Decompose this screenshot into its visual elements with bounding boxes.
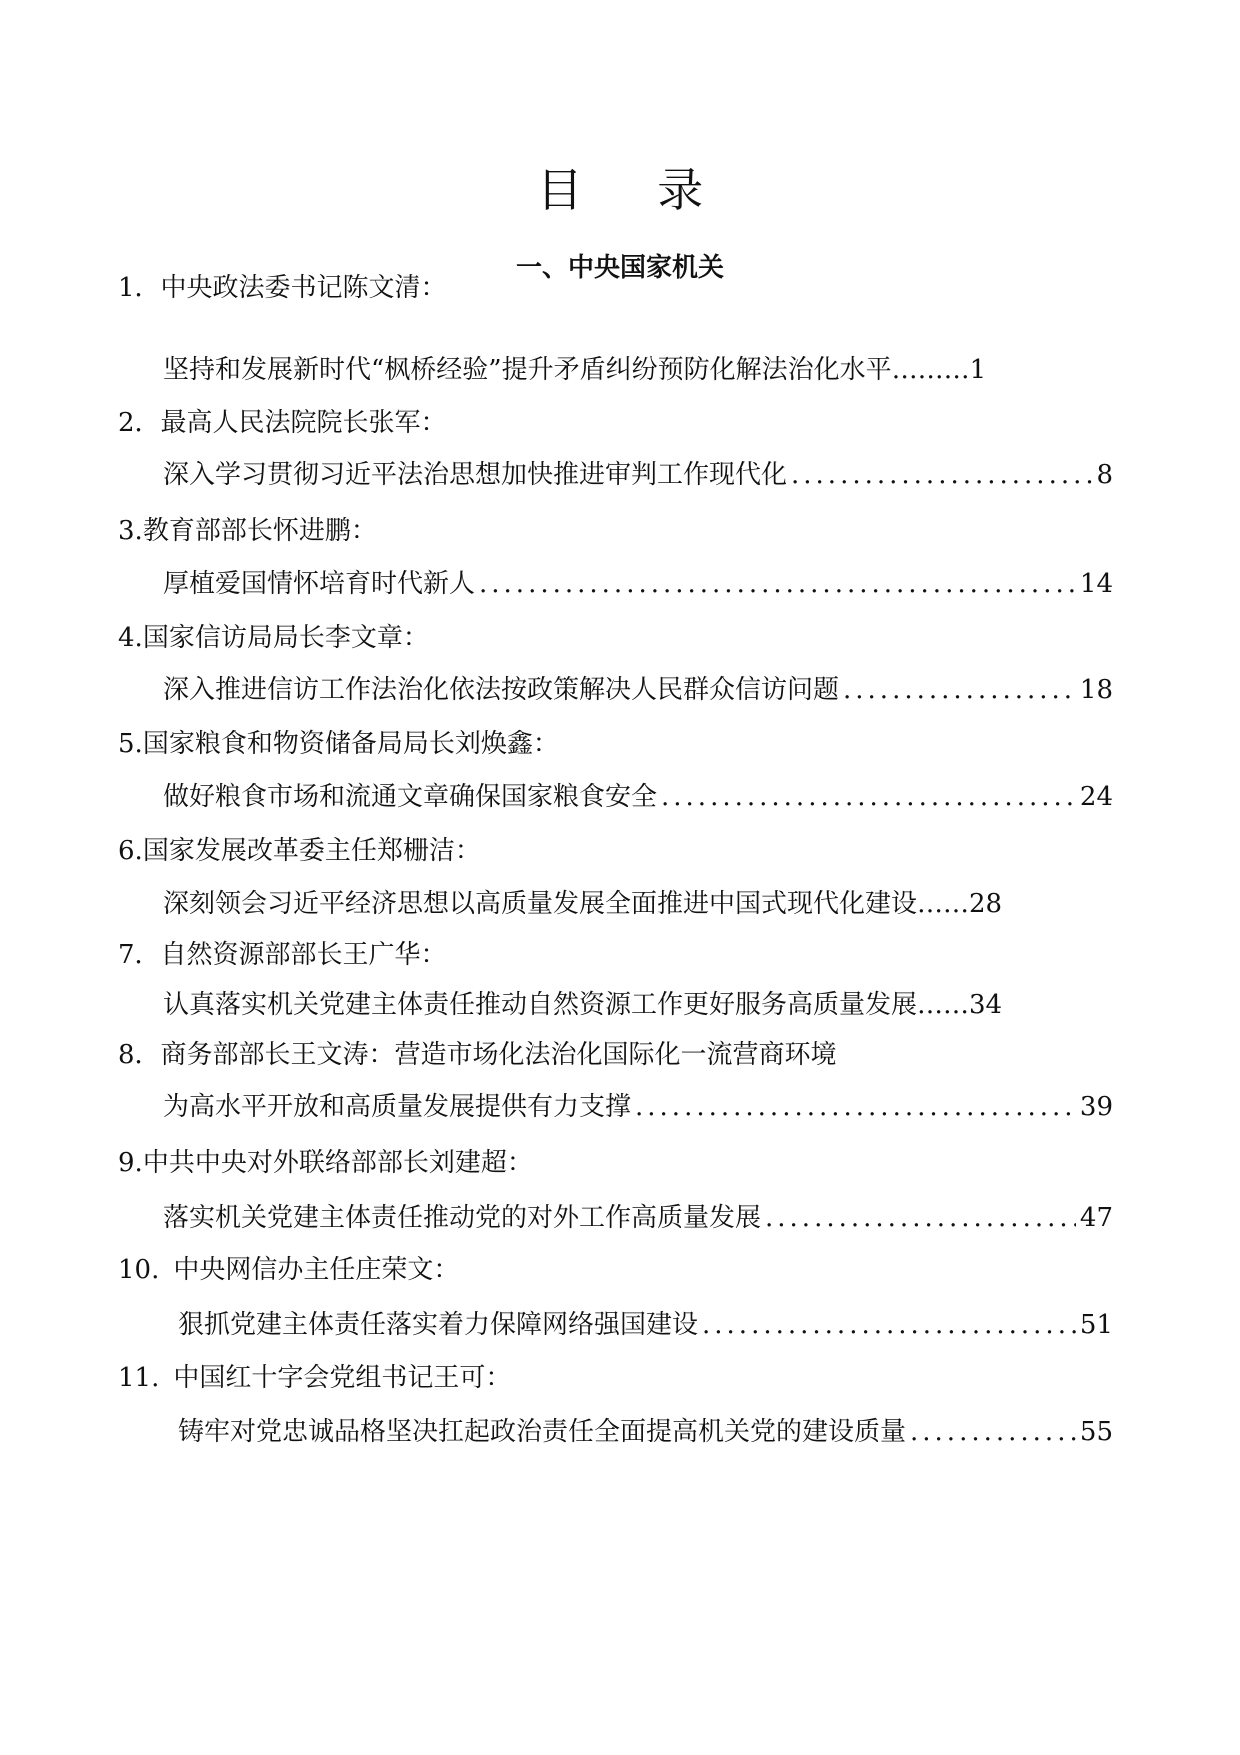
- entry-speaker: 最高人民法院院长张军：: [160, 408, 447, 438]
- entry-page: 1: [969, 355, 987, 385]
- entry-number: 10.: [118, 1255, 160, 1285]
- entry-number: 6.: [118, 836, 143, 866]
- entry-title: 厚植爱国情怀培育时代新人: [163, 569, 476, 599]
- entry-title: 为高水平开放和高质量发展提供有力支撑: [163, 1092, 632, 1122]
- toc-entry-heading: [118, 937, 447, 973]
- entry-number: 5.: [118, 729, 143, 759]
- section-heading: 一、中央国家机关: [515, 253, 724, 283]
- entry-page: 55: [1079, 1417, 1113, 1447]
- toc-entry-heading: [118, 513, 377, 549]
- dot-leader: [702, 1307, 1076, 1343]
- entry-speaker: 自然资源部部长王广华：: [160, 940, 447, 970]
- entry-page: 18: [1079, 675, 1113, 705]
- toc-entry-line[interactable]: [163, 457, 1113, 493]
- entry-title: 深入推进信访工作法治化依法按政策解决人民群众信访问题: [163, 675, 840, 705]
- toc-entry-heading: [118, 405, 447, 441]
- entry-page: 34: [969, 990, 1003, 1020]
- toc-entry-line[interactable]: [178, 1307, 1113, 1343]
- entry-number: 11.: [118, 1363, 160, 1393]
- toc-entry-heading: [118, 1145, 533, 1181]
- entry-speaker: 国家粮食和物资储备局局长刘焕鑫：: [142, 729, 559, 759]
- entry-number: 7．: [118, 940, 161, 970]
- dot-leader: [635, 1089, 1076, 1125]
- entry-page: 47: [1079, 1203, 1113, 1233]
- entry-speaker: 中国红十字会党组书记王可：: [173, 1363, 512, 1393]
- entry-speaker: 中央网信办主任庄荣文：: [173, 1255, 460, 1285]
- entry-number: 2．: [118, 408, 161, 438]
- entry-speaker: 教育部部长怀进鹏：: [142, 516, 377, 546]
- toc-entry-heading: [118, 833, 481, 869]
- dot-leader: [765, 1200, 1076, 1236]
- toc-entry-line[interactable]: [163, 672, 1113, 708]
- entry-leader: ………: [891, 355, 970, 385]
- entry-title: 狠抓党建主体责任落实着力保障网络强国建设: [178, 1310, 699, 1340]
- entry-speaker: 商务部部长王文涛：营造市场化法治化国际化一流营商环境: [160, 1040, 837, 1070]
- dot-leader: [910, 1414, 1076, 1450]
- dot-leader: [843, 672, 1076, 708]
- entry-title: 铸牢对党忠诚品格坚决扛起政治责任全面提高机关党的建设质量: [178, 1417, 907, 1447]
- toc-entry-line[interactable]: [163, 987, 1113, 1023]
- entry-speaker: 中央政法委书记陈文清：: [160, 273, 447, 303]
- toc-entry-heading: [118, 270, 447, 306]
- toc-entry-heading: [118, 726, 559, 762]
- entry-page: 28: [969, 889, 1003, 919]
- toc-entry-line[interactable]: [163, 1089, 1113, 1125]
- toc-entry-line[interactable]: [163, 1200, 1113, 1236]
- entry-page: 8: [1096, 460, 1113, 490]
- entry-speaker: 国家信访局局长李文章：: [142, 623, 429, 653]
- toc-entry-heading: [118, 1360, 511, 1396]
- toc-entry-line[interactable]: [178, 1414, 1113, 1450]
- entry-title: 认真落实机关党建主体责任推动自然资源工作更好服务高质量发展: [163, 990, 918, 1020]
- dot-leader: [791, 457, 1092, 493]
- toc-entry-heading: [118, 1037, 837, 1073]
- page-title: 目 录: [536, 163, 734, 217]
- toc-entry-heading: [118, 620, 429, 656]
- entry-title: 做好粮食市场和流通文章确保国家粮食安全: [163, 782, 658, 812]
- entry-title: 坚持和发展新时代“枫桥经验”提升矛盾纠纷预防化解法治化水平: [163, 355, 892, 385]
- entry-page: 51: [1079, 1310, 1113, 1340]
- entry-number: 4.: [118, 623, 143, 653]
- toc-entry-heading: [118, 1252, 459, 1288]
- toc-entry-line[interactable]: [163, 779, 1113, 815]
- dot-leader: [479, 566, 1076, 602]
- entry-page: 24: [1079, 782, 1113, 812]
- entry-number: 3.: [118, 516, 143, 546]
- dot-leader: [661, 779, 1076, 815]
- entry-leader: ……: [917, 889, 970, 919]
- entry-page: 14: [1079, 569, 1113, 599]
- entry-speaker: 国家发展改革委主任郑栅洁：: [142, 836, 481, 866]
- toc-entry-line[interactable]: [163, 886, 1113, 922]
- entry-title: 深入学习贯彻习近平法治思想加快推进审判工作现代化: [163, 460, 788, 490]
- entry-number: 9.: [118, 1148, 143, 1178]
- toc-entry-line[interactable]: [163, 566, 1113, 602]
- entry-page: 39: [1079, 1092, 1113, 1122]
- toc-entry-line[interactable]: [163, 352, 1113, 388]
- entry-number: 1．: [118, 273, 161, 303]
- entry-speaker: 中共中央对外联络部部长刘建超：: [142, 1148, 533, 1178]
- entry-title: 深刻领会习近平经济思想以高质量发展全面推进中国式现代化建设: [163, 889, 918, 919]
- entry-title: 落实机关党建主体责任推动党的对外工作高质量发展: [163, 1203, 762, 1233]
- entry-number: 8．: [118, 1040, 161, 1070]
- entry-leader: ……: [917, 990, 970, 1020]
